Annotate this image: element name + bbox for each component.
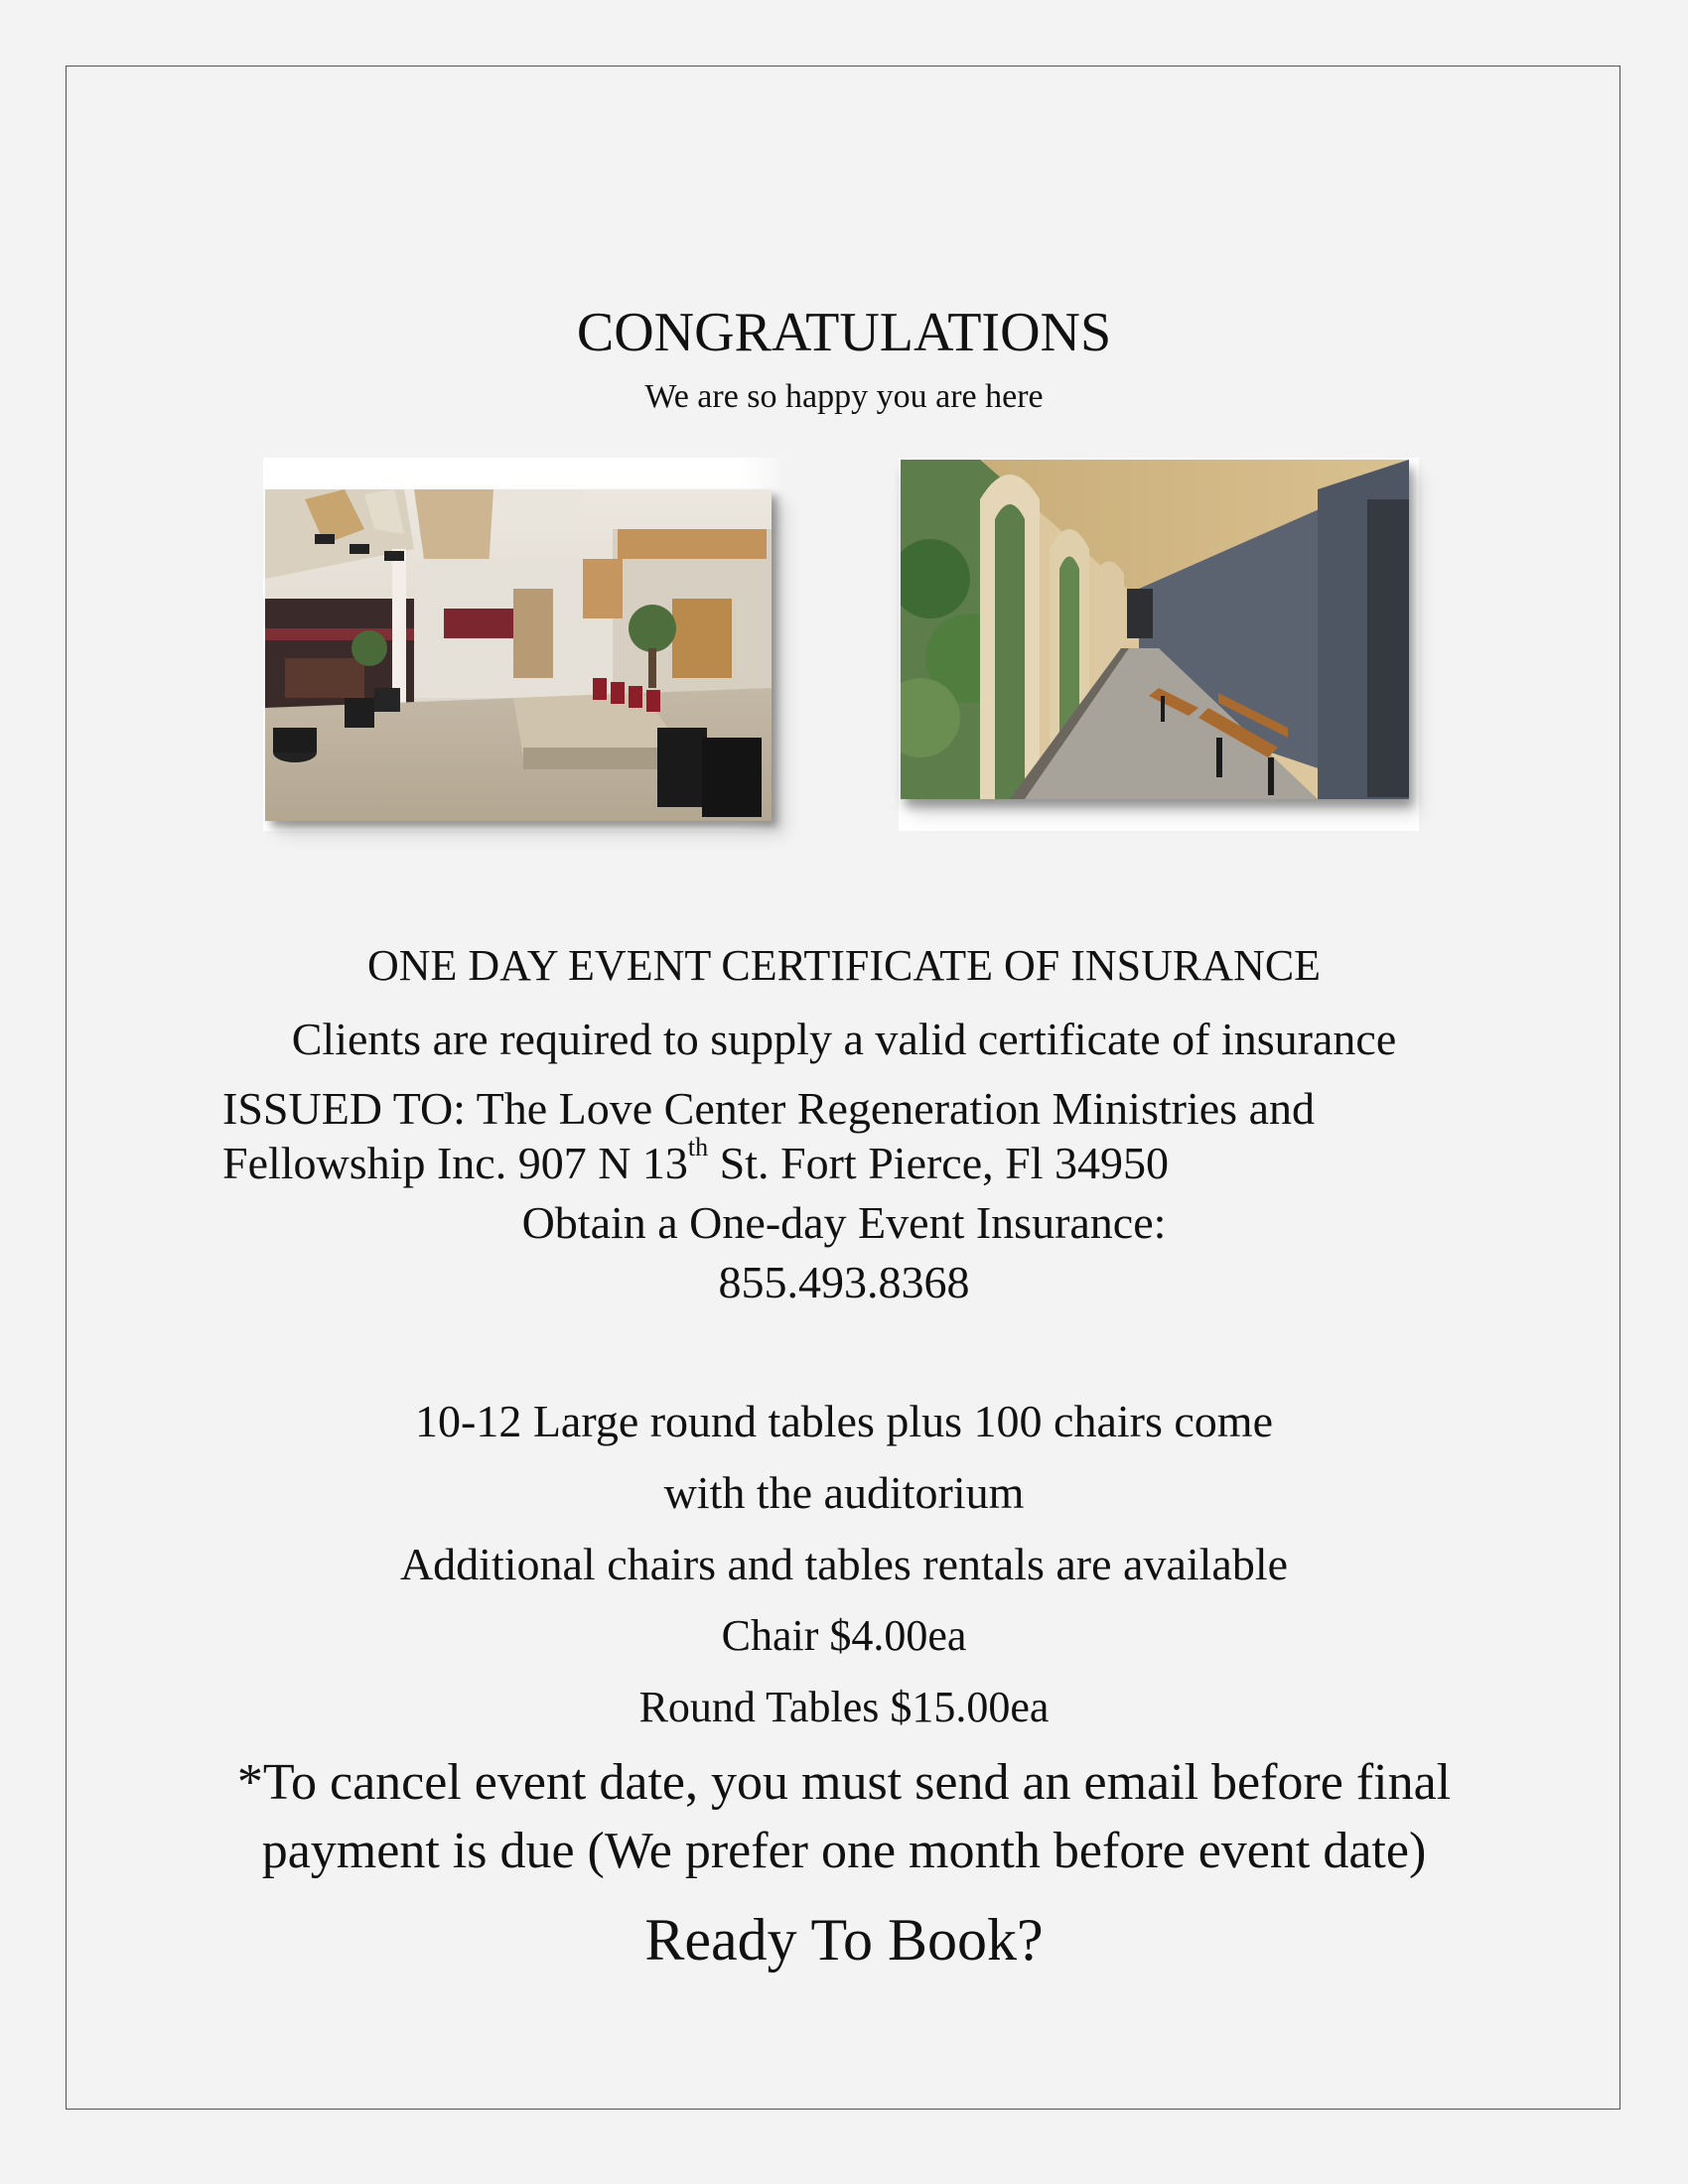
ready-to-book-heading: Ready To Book? [644,1907,1044,1973]
auditorium-interior-photo [265,489,772,821]
obtain-insurance-label: Obtain a One-day Event Insurance: [521,1197,1167,1248]
round-table-price: Round Tables $15.00ea [638,1683,1050,1731]
page-title: CONGRATULATIONS [576,302,1112,363]
issued-to-line-2 [222,1133,1169,1189]
chair-price: Chair $4.00ea [721,1611,967,1660]
insurance-heading: ONE DAY EVENT CERTIFICATE OF INSURANCE [366,941,1322,990]
auditorium-photo-frame [263,458,779,831]
cancellation-policy-line-2: payment is due (We prefer one month before event date) [261,1823,1427,1879]
issued-to-line-1: ISSUED TO: The Love Center Regeneration Ministries and [222,1083,1315,1134]
ordinal-suffix: th [687,1133,709,1161]
issued-to-address-suffix: St. Fort Pierce, Fl 34950 [708,1138,1169,1188]
included-furniture-line-1: 10-12 Large round tables plus 100 chairs come [415,1396,1273,1446]
included-furniture-line-2: with the auditorium [663,1467,1025,1518]
cancellation-policy-line-1: *To cancel event date, you must send an email before final [236,1754,1452,1811]
covered-walkway-photo [901,460,1409,799]
insurance-phone-number: 855.493.8368 [718,1257,970,1307]
issued-to-address-prefix: Fellowship Inc. 907 N 13 [222,1138,688,1188]
insurance-requirement: Clients are required to supply a valid certificate of insurance [291,1014,1397,1064]
walkway-photo-frame [899,458,1419,831]
page-subtitle: We are so happy you are here [644,378,1044,415]
additional-rentals-note: Additional chairs and tables rentals are available [399,1539,1289,1589]
